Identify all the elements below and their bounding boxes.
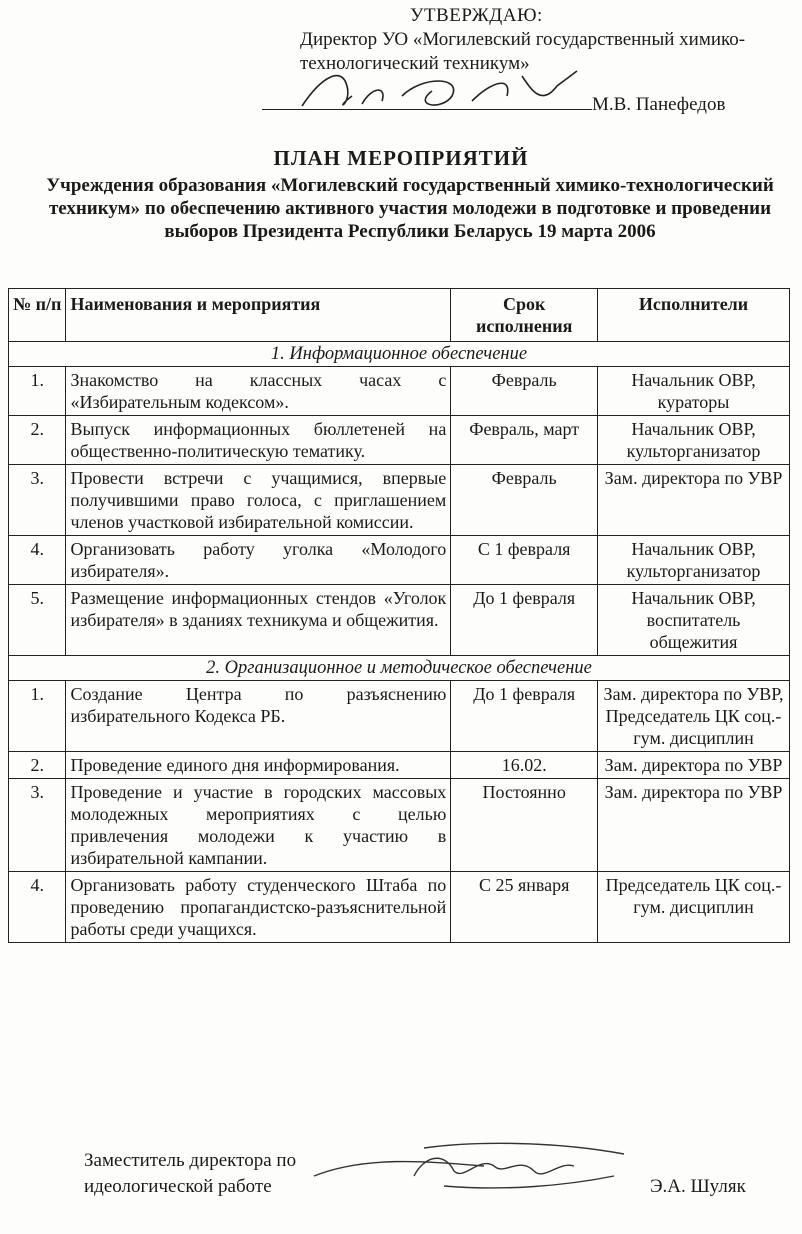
row-exec: Председатель ЦК соц.-гум. дисциплин bbox=[598, 872, 790, 943]
document-title: ПЛАН МЕРОПРИЯТИЙ bbox=[273, 146, 529, 170]
row-date: Постоянно bbox=[451, 779, 598, 872]
deputy-signature bbox=[304, 1136, 634, 1196]
row-num: 4. bbox=[9, 536, 66, 585]
row-num: 1. bbox=[9, 367, 66, 416]
section-title: 2. Организационное и методическое обеспечение bbox=[9, 656, 790, 681]
table-row bbox=[9, 465, 790, 536]
table-row bbox=[9, 681, 790, 752]
deputy-name: Э.А. Шуляк bbox=[650, 1176, 746, 1197]
row-name: Создание Центра по разъяснению избирательного Кодекса РБ. bbox=[66, 681, 451, 752]
row-name: Проведение единого дня информирования. bbox=[66, 752, 451, 779]
row-name: Размещение информационных стендов «Уголок избирателя» в зданиях техникума и общежития. bbox=[66, 585, 451, 656]
row-name: Организовать работу студенческого Штаба по проведению пропагандистско-разъяснительной работы среди учащихся. bbox=[66, 872, 451, 943]
row-name: Знакомство на классных часах с «Избирательным кодексом». bbox=[66, 367, 451, 416]
row-date: До 1 февраля bbox=[451, 585, 598, 656]
table-row bbox=[9, 367, 790, 416]
row-date: Февраль bbox=[451, 367, 598, 416]
row-exec: Начальник ОВР, культорганизатор bbox=[598, 416, 790, 465]
row-num: 4. bbox=[9, 872, 66, 943]
row-num: 1. bbox=[9, 681, 66, 752]
row-exec: Зам. директора по УВР bbox=[598, 465, 790, 536]
row-date: До 1 февраля bbox=[451, 681, 598, 752]
table-row bbox=[9, 416, 790, 465]
row-num: 3. bbox=[9, 465, 66, 536]
director-name: М.В. Панефедов bbox=[592, 94, 726, 115]
row-exec: Начальник ОВР, воспитатель общежития bbox=[598, 585, 790, 656]
table-row bbox=[9, 585, 790, 656]
row-date: Февраль, март bbox=[451, 416, 598, 465]
document-subtitle: Учреждения образования «Могилевский государственный химико-технологический техникум» по обеспечению активного участия молодежи в подготовке и проведении выборов Президента Республики Беларусь 19 марта 2006 bbox=[46, 175, 774, 242]
table-row bbox=[9, 779, 790, 872]
row-date: 16.02. bbox=[451, 752, 598, 779]
row-name: Проведение и участие в городских массовых молодежных мероприятиях с целью привлечения молодежи к участию в избирательной кампании. bbox=[66, 779, 451, 872]
row-exec: Зам. директора по УВР, Председатель ЦК соц.-гум. дисциплин bbox=[598, 681, 790, 752]
table-row bbox=[9, 752, 790, 779]
row-exec: Зам. директора по УВР bbox=[598, 779, 790, 872]
row-name: Выпуск информационных бюллетеней на общественно-политическую тематику. bbox=[66, 416, 451, 465]
director-signature-line bbox=[262, 84, 790, 118]
row-exec: Начальник ОВР, кураторы bbox=[598, 367, 790, 416]
section-title: 1. Информационное обеспечение bbox=[9, 342, 790, 367]
section-row bbox=[9, 342, 790, 367]
approval-header: УТВЕРЖДАЮ: bbox=[410, 5, 543, 26]
row-date: С 1 февраля bbox=[451, 536, 598, 585]
row-date: Февраль bbox=[451, 465, 598, 536]
row-exec: Зам. директора по УВР bbox=[598, 752, 790, 779]
header-exec: Исполнители bbox=[598, 289, 790, 342]
plan-table bbox=[8, 288, 790, 943]
row-num: 5. bbox=[9, 585, 66, 656]
header-num: № п/п bbox=[9, 289, 66, 342]
row-num: 2. bbox=[9, 752, 66, 779]
table-row bbox=[9, 536, 790, 585]
row-exec: Начальник ОВР, культорганизатор bbox=[598, 536, 790, 585]
header-date: Срок исполнения bbox=[451, 289, 598, 342]
row-date: С 25 января bbox=[451, 872, 598, 943]
row-num: 2. bbox=[9, 416, 66, 465]
row-num: 3. bbox=[9, 779, 66, 872]
row-name: Провести встречи с учащимися, впервые получившими право голоса, с приглашением членов участковой избирательной комиссии. bbox=[66, 465, 451, 536]
deputy-position: Заместитель директора по идеологической работе bbox=[84, 1150, 297, 1197]
signature-rule bbox=[262, 109, 592, 110]
row-name: Организовать работу уголка «Молодого избирателя». bbox=[66, 536, 451, 585]
table-row bbox=[9, 872, 790, 943]
section-row bbox=[9, 656, 790, 681]
table-header-row bbox=[9, 289, 790, 342]
header-name: Наименования и мероприятия bbox=[66, 289, 451, 342]
approval-position: Директор УО «Могилевский государственный химико-технологический техникум» bbox=[300, 29, 746, 74]
